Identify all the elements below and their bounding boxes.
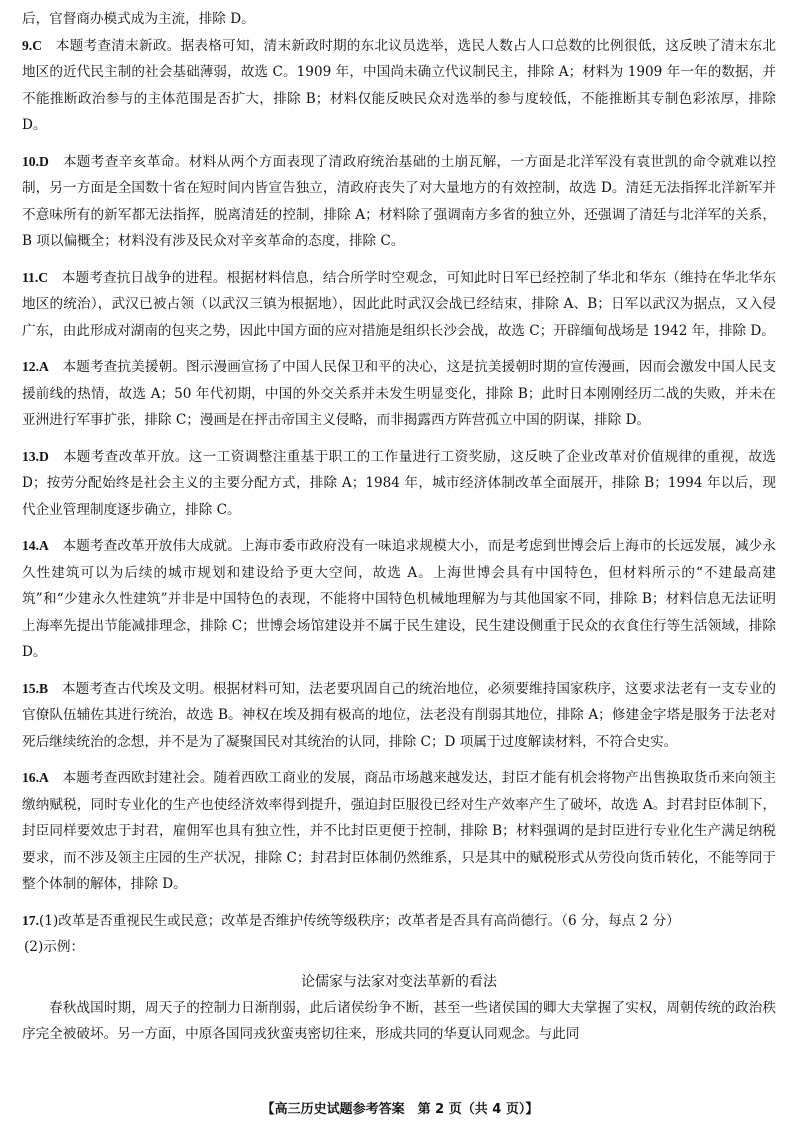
part1-text: (1)改革是否重视民生或民意；改革是否维护传统等级秩序；改革者是否具有高尚德行。（6 分，每点 2 分） [39,912,680,929]
answer-letter: B [39,680,49,696]
answer-item [22,33,776,139]
explanation-text: 本题考查古代埃及文明。根据材料可知，法老要巩固自己的统治地位，必须要维持国家秩序，这要求法老有一支专业的官僚队伍辅佐其进行统治，故选 B。神权在埃及拥有极高的地位，法老没有削弱其地位，排除 A；修建金字塔是服务于法老对死后继续统治的念想，并不是为了凝聚国民对其统治的认同，排除 C；D 项属于过度解读材料，不符合史实。 [22,680,776,750]
answer-item [22,444,776,524]
answer-item [22,354,776,434]
answer-letter: D [39,153,49,169]
question-number: 10. [22,153,39,169]
answer-list [22,33,776,898]
question-number: 12. [22,359,39,374]
explanation-text: 本题考查改革开放伟大成就。上海市委市政府没有一味追求规模大小，而是考虑到世博会后上海市的长远发展，减少永久性建筑可以为后续的城市规划和建设给予更大空间，故选 A。上海世博会具有中国特色，但材料所示的“不建最高建筑”和“少建永久性建筑”并非是中国特色的表现，不能将中国特色机械地理解为与其他国家不同，排除 B；材料信息无法证明上海率先提出节能减排理念，排除 C；世博会场馆建设并不属于民生建设，民生建设侧重于民众的衣食住行等生活领域，排除 D。 [22,538,776,660]
explanation-text: 本题考查辛亥革命。材料从两个方面表现了清政府统治基础的土崩瓦解，一方面是北洋军没有袁世凯的命令就难以控制，另一方面是全国数十省在短时间内皆宣告独立，清政府丧失了对大量地方的有效控制，故选 D。清廷无法指挥北洋新军并不意味所有的新军都无法指挥，脱离清廷的控制，排除 A；材料除了强调南方多省的独立外，还强调了清廷与北洋军的关系，B 项以偏概全；材料没有涉及民众对辛亥革命的态度，排除 C。 [22,153,776,249]
question-number: 13. [22,448,39,464]
answer-item [22,533,776,666]
explanation-text: 本题考查抗美援朝。图示漫画宣扬了中国人民保卫和平的决心，这是抗美援朝时期的宣传漫画，因而会激发中国人民支援前线的热情，故选 A；50 年代初期，中国的外交关系并未发生明显变化，排除 B；此时日本刚刚经历二战的失败，并未在亚洲进行军事扩张，排除 C；漫画是在抨击帝国主义侵略，而非揭露西方阵营孤立中国的阴谋，排除 D。 [22,359,776,428]
essay-paragraph: 春秋战国时期，周天子的控制力日渐削弱，此后诸侯纷争不断，甚至一些诸侯国的卿大夫掌握了实权，周朝传统的政治秩序完全被破坏。另一方面，中原各国同戎狄蛮夷密切往来，形成共同的华夏认同观念。与此同 [22,999,776,1042]
continued-line: 后，官督商办模式成为主流，排除 D。 [22,11,255,27]
answer-letter: A [39,538,49,553]
question-number: 9. [22,37,33,53]
question-number: 11. [22,269,39,285]
page-footer: 【高三历史试题参考答案 第 2 页（共 4 页）】 [261,1102,539,1117]
answer-item [22,765,776,898]
answer-letter: D [39,448,49,464]
explanation-text: 本题考查清末新政。据表格可知，清末新政时期的东北议员选举，选民人数占人口总数的比例很低，这反映了清末东北地区的近代民主制的社会基础薄弱，故选 C。1909 年，中国尚未确立代议制民主，排除 A；材料为 1909 年一年的数据，并不能推断政治参与的主体范围是否扩大，排除 B；材料仅能反映民众对选举的参与度较低，不能推断其专制色彩浓厚，排除 D。 [22,37,776,133]
question-number: 14. [22,538,39,553]
question-number: 17. [22,912,39,928]
answer-letter: A [39,359,49,374]
answer-item [22,149,776,255]
answer-letter: C [38,269,49,285]
answer-item [22,265,776,345]
explanation-text: 本题考查抗日战争的进程。根据材料信息，结合所学时空观念，可知此时日军已经控制了华北和华东（维持在华北华东地区的统治），武汉已被占领（以武汉三镇为根据地），因此此时武汉会战已经结束，排除 A、B；日军以武汉为据点，又入侵广东，由此形成对湖南的包夹之势，因此中国方面的应对措施是组织长沙会战，故选 C；开辟缅甸战场是 1942 年，排除 D。 [22,269,776,339]
answer-item [22,676,776,756]
question-number: 16. [22,770,39,785]
question-number: 15. [22,680,39,696]
explanation-text: 本题考查改革开放。这一工资调整注重基于职工的工作量进行工资奖励，这反映了企业改革对价值规律的重视，故选 D；按劳分配始终是社会主义的主要分配方式，排除 A；1984 年，城市经济体制改革全面展开，排除 B；1994 年以后，现代企业管理制度逐步确立，排除 C。 [22,448,776,518]
answer-content [22,6,776,1048]
essay-title: 论儒家与法家对变法革新的看法 [301,973,497,990]
answer-letter: C [32,37,43,53]
part2-label: (2)示例： [24,939,85,955]
explanation-text: 本题考查西欧封建社会。随着西欧工商业的发展，商品市场越来越发达，封臣才能有机会将物产出售换取货币来向领主缴纳赋税，同时专业化的生产也使经济效率得到提升，强迫封臣服役已经对生产效率产生了破坏，故选 A。封君封臣体制下，封臣同样要效忠于封君，雇佣军也具有独立性，并不比封臣更便于控制，排除 B；材料强调的是封臣进行专业化生产满足纳税要求，而不涉及领主庄园的生产状况，排除 C；封君封臣体制仍然维系，只是其中的赋税形式从劳役向货币转化，不能等同于整个体制的解体，排除 D。 [22,770,776,892]
answer-item-17 [22,908,776,1048]
answer-letter: A [39,770,49,785]
